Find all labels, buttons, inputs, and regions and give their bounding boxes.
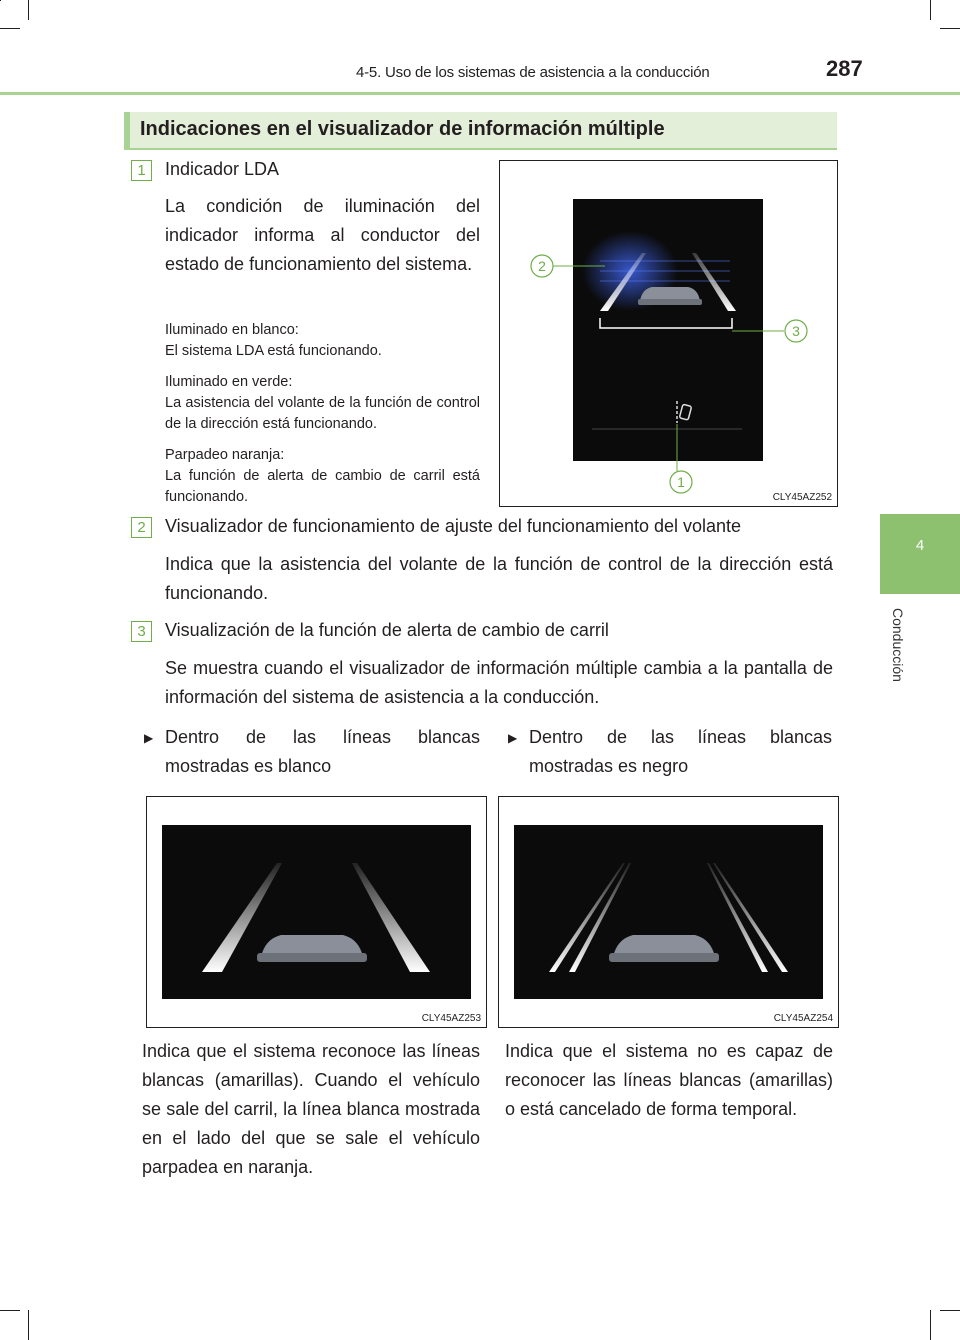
crop-mark-tl-v	[28, 0, 29, 20]
state-orange	[165, 445, 480, 508]
state-white-label: Iluminado en blanco:	[165, 322, 299, 338]
crop-mark-bl-v	[28, 1310, 29, 1340]
triangle-bullet-icon: ▶	[144, 731, 154, 745]
item-2-body: Indica que la asistencia del volante de la función de control de la dirección está funcionando.	[165, 554, 833, 603]
figure-code-253: CLY45AZ253	[421, 1013, 481, 1024]
state-white	[165, 320, 480, 362]
item-number-1: 1	[131, 160, 152, 181]
crop-mark-tr-h	[940, 28, 960, 29]
chapter-label-text: Conducción	[890, 608, 906, 682]
crop-mark-br-v	[930, 1310, 931, 1340]
page-number: 287	[826, 56, 863, 81]
figure-code-254: CLY45AZ254	[773, 1013, 833, 1024]
item-1-body: La condición de iluminación del indicador informa al conductor del estado de funcionamiento del sistema.	[165, 196, 480, 274]
bullet-white: Dentro de las líneas blancas mostradas es blanco	[165, 727, 480, 776]
crop-mark-br-h	[940, 1310, 960, 1311]
item-2-title: Visualizador de funcionamiento de ajuste del funcionamiento del volante	[165, 516, 742, 536]
state-orange-text: La función de alerta de cambio de carril está funcionando.	[165, 468, 480, 505]
figure-code-main: CLY45AZ252	[772, 492, 832, 503]
screen	[573, 199, 763, 461]
screen	[162, 825, 471, 999]
figure-lines-white	[146, 796, 487, 1028]
item-3-body: Se muestra cuando el visualizador de información múltiple cambia a la pantalla de información del sistema de asistencia a la conducción.	[165, 658, 833, 707]
screen	[514, 825, 823, 999]
crop-mark	[0, 0, 1, 1]
crop-mark-tr-v	[930, 0, 931, 20]
car-silhouette-icon	[609, 935, 719, 962]
caption-white: Indica que el sistema reconoce las líneas blancas (amarillas). Cuando el vehículo se sale del carril, la línea blanca mostrada en el lado del que se sale el vehículo parpadea en naranja.	[142, 1041, 480, 1177]
caption-black: Indica que el sistema no es capaz de reconocer las líneas blancas (amarillas) o está cancelado de forma temporal.	[505, 1041, 833, 1119]
section-title: Indicaciones en el visualizador de información múltiple	[140, 118, 665, 140]
state-green-label: Iluminado en verde:	[165, 374, 293, 390]
state-green-text: La asistencia del volante de la función de control de la dirección está funcionando.	[165, 395, 480, 432]
crop-mark-bl-h	[0, 1310, 20, 1311]
state-orange-label: Parpadeo naranja:	[165, 447, 285, 463]
car-silhouette-icon	[257, 935, 367, 962]
section-heading-bar	[124, 112, 130, 148]
state-white-text: El sistema LDA está funcionando.	[165, 343, 382, 359]
bullet-black: Dentro de las líneas blancas mostradas es negro	[529, 727, 832, 776]
lines-white-illustration	[147, 797, 486, 1027]
figure-lines-black	[498, 796, 839, 1028]
chapter-tab: 4	[880, 514, 960, 594]
triangle-bullet-icon: ▶	[508, 731, 518, 745]
callout-label-2: 2	[538, 258, 546, 274]
lines-black-illustration	[499, 797, 838, 1027]
display-illustration	[500, 161, 837, 506]
callout-label-1: 1	[677, 474, 685, 490]
item-3-title: Visualización de la función de alerta de cambio de carril	[165, 620, 609, 640]
callout-label-3: 3	[792, 323, 800, 339]
item-1-title: Indicador LDA	[165, 159, 280, 179]
running-header: 4-5. Uso de los sistemas de asistencia a la conducción	[356, 64, 710, 81]
item-number-2: 2	[131, 517, 152, 538]
chapter-label	[882, 608, 908, 708]
item-number-3: 3	[131, 621, 152, 642]
figure-multi-info-display	[499, 160, 838, 507]
state-green	[165, 372, 480, 435]
header-rule	[0, 92, 960, 95]
crop-mark-tl-h	[0, 28, 20, 29]
section-heading	[124, 112, 837, 150]
car-silhouette-icon	[638, 287, 702, 305]
